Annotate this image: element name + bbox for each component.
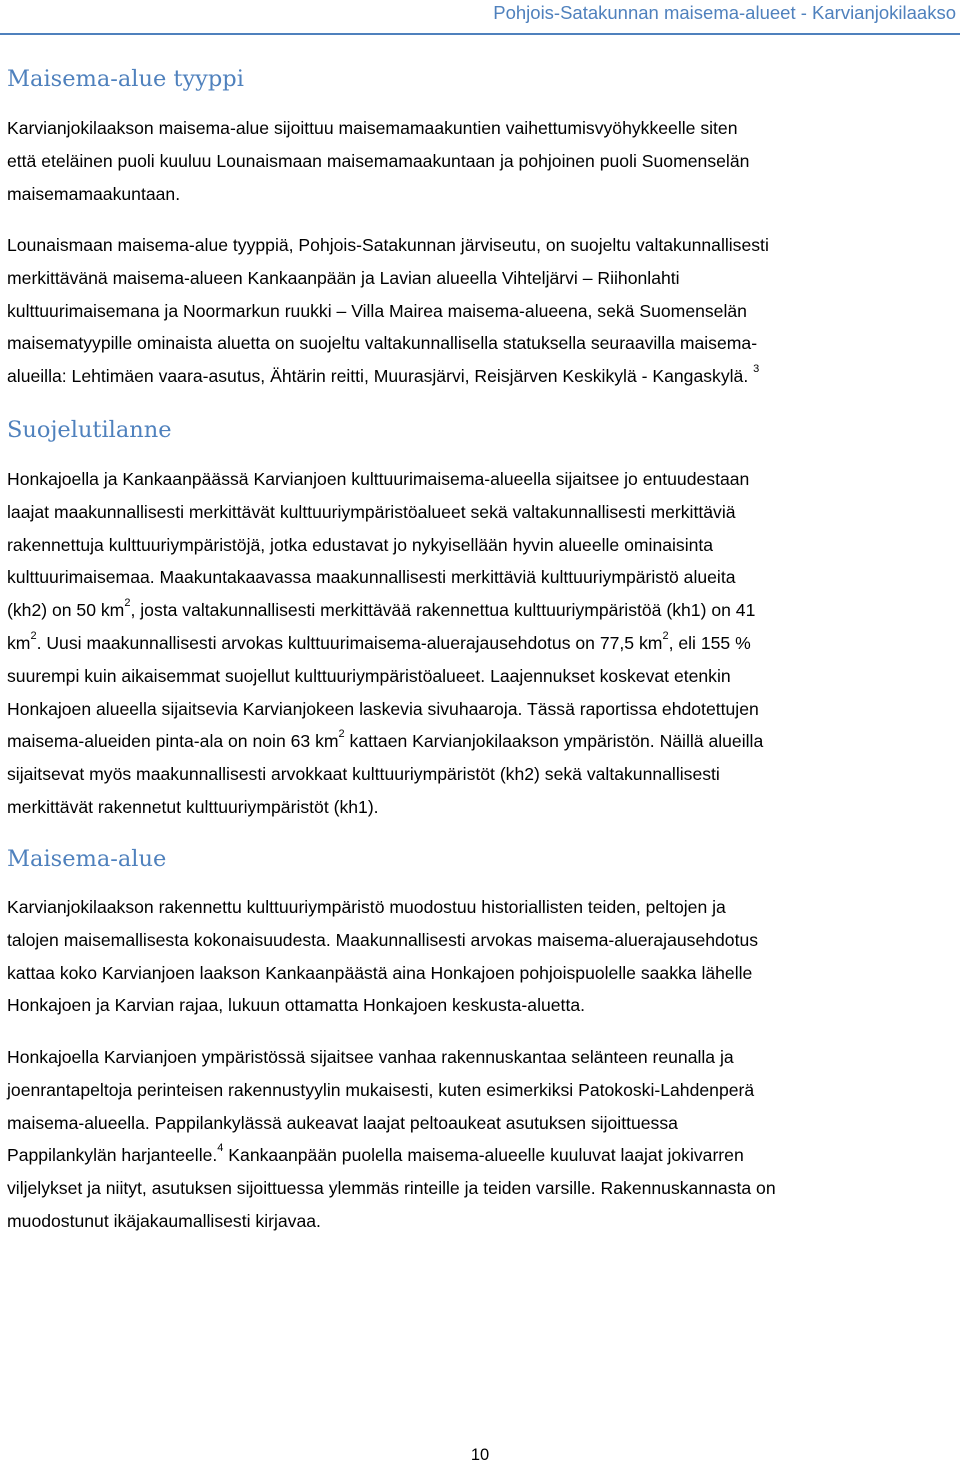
heading-maisema-alue: Maisema-alue bbox=[7, 846, 167, 872]
superscript: 2 bbox=[338, 728, 345, 741]
text-segment: (kh2) on 50 km bbox=[7, 600, 125, 621]
text-segment: . Uusi maakunnallisesti arvokas kulttuurimaisema-aluerajausehdotus on 77,5 km bbox=[36, 632, 663, 653]
text-line: merkittävänä maisema-alueen Kankaanpään ja Lavian alueella Vihteljärvi – Riihonlahti bbox=[7, 267, 680, 288]
text-line: Honkajoen alueella sijaitsevia Karvianjokeen laskevia sivuhaaroja. Tässä raportissa ehdotettujen bbox=[7, 698, 759, 719]
text-line bbox=[7, 725, 955, 758]
text-line: merkittävät rakennetut kulttuuriympäristöt (kh1). bbox=[7, 796, 379, 817]
text-line: suurempi kuin aikaisemmat suojellut kulttuuriympäristöalueet. Laajennukset koskevat etenkin bbox=[7, 665, 731, 686]
text-line: maisemamaakuntaan. bbox=[7, 183, 181, 204]
text-line: kattaa koko Karvianjoen laakson Kankaanpäästä aina Honkajoen pohjoispuolelle saakka lähelle bbox=[7, 962, 753, 983]
paragraph-tyyppi-1 bbox=[7, 112, 955, 210]
text-segment: Pappilankylän harjanteelle. bbox=[7, 1145, 218, 1166]
text-line: muodostunut ikäjakaumallisesti kirjavaa. bbox=[7, 1210, 321, 1231]
text-line: Lounaismaan maisema-alue tyyppiä, Pohjois-Satakunnan järviseutu, on suojeltu valtakunnallisesti bbox=[7, 235, 769, 255]
text-segment: maisema-alueiden pinta-ala on noin 63 km bbox=[7, 731, 339, 752]
footnote-marker: 4 bbox=[217, 1142, 224, 1155]
superscript: 2 bbox=[30, 629, 37, 642]
text-segment: kattaen Karvianjokilaakson ympäristön. Näillä alueilla bbox=[344, 731, 764, 752]
text-line: maisema-alueella. Pappilankylässä aukeavat laajat peltoaukeat asutuksen sijoittuessa bbox=[7, 1112, 678, 1133]
superscript: 2 bbox=[662, 629, 669, 642]
page-number: 10 bbox=[470, 1446, 490, 1464]
running-header-title: Pohjois-Satakunnan maisema-alueet - Karvianjokilaakso bbox=[493, 2, 956, 23]
text-line: Honkajoen ja Karvian rajaa, lukuun ottamatta Honkajoen keskusta-aluetta. bbox=[7, 995, 586, 1016]
header-rule bbox=[0, 33, 960, 35]
text-line: Honkajoella ja Kankaanpäässä Karvianjoen kulttuurimaisema-alueella sijaitsee jo entuudestaan bbox=[7, 469, 750, 489]
text-line bbox=[7, 360, 955, 393]
text-line: Karvianjokilaakson rakennettu kulttuuriympäristö muodostuu historiallisten teiden, peltojen ja bbox=[7, 897, 726, 917]
text-segment: alueilla: Lehtimäen vaara-asutus, Ähtärin reitti, Muurasjärvi, Reisjärven Keskikylä - Kangaskylä. bbox=[7, 366, 749, 387]
heading-suojelutilanne: Suojelutilanne bbox=[7, 417, 172, 443]
text-line: maisematyypille ominaista aluetta on suojeltu valtakunnallisella statuksella seuraavilla maisema- bbox=[7, 333, 758, 354]
text-segment: , josta valtakunnallisesti merkittävää rakennettua kulttuuriympäristöä (kh1) on 41 bbox=[130, 600, 756, 621]
text-line: Honkajoella Karvianjoen ympäristössä sijaitsee vanhaa rakennuskantaa selänteen reunalla ja bbox=[7, 1047, 734, 1067]
text-line bbox=[7, 1139, 955, 1172]
text-line: kulttuurimaisemana ja Noormarkun ruukki – Villa Mairea maisema-alueena, sekä Suomenselän bbox=[7, 300, 747, 321]
text-line: kulttuurimaisemaa. Maakuntakaavassa maakunnallisesti merkittäviä kulttuuriympäristö alueita bbox=[7, 567, 736, 588]
text-line: viljelykset ja niityt, asutuksen sijoittuessa ylemmäs rinteille ja teiden varsille. Rakennuskannasta on bbox=[7, 1178, 776, 1199]
text-line bbox=[7, 627, 955, 660]
heading-maisema-alue-tyyppi: Maisema-alue tyyppi bbox=[7, 66, 244, 92]
text-line: rakennettuja kulttuuriympäristöjä, jotka edustavat jo nykyisellään hyvin alueelle ominaisinta bbox=[7, 534, 714, 555]
text-line: sijaitsevat myös maakunnallisesti arvokkaat kulttuuriympäristöt (kh2) sekä valtakunnallisesti bbox=[7, 764, 720, 785]
paragraph-maisema-2 bbox=[7, 1041, 955, 1238]
paragraph-tyyppi-2 bbox=[7, 229, 955, 393]
superscript: 2 bbox=[124, 597, 131, 610]
text-line bbox=[7, 594, 955, 627]
footnote-marker: 3 bbox=[753, 363, 760, 376]
paragraph-suojelutilanne bbox=[7, 463, 955, 824]
paragraph-maisema-1 bbox=[7, 891, 955, 1022]
text-line: joenrantapeltoja perinteisen rakennustyylin mukaisesti, kuten esimerkiksi Patokoski-Lahdenperä bbox=[7, 1079, 755, 1100]
text-line: että eteläinen puoli kuuluu Lounaismaan maisemamaakuntaan ja pohjoinen puoli Suomenselän bbox=[7, 150, 750, 171]
text-segment: km bbox=[7, 632, 31, 653]
text-segment: Kankaanpään puolella maisema-alueelle kuuluvat laajat jokivarren bbox=[223, 1145, 744, 1166]
text-line: Karvianjokilaakson maisema-alue sijoittuu maisemamaakuntien vaihettumisvyöhykkeelle siten bbox=[7, 118, 738, 138]
text-line: talojen maisemallisesta kokonaisuudesta. Maakunnallisesti arvokas maisema-aluerajausehdotus bbox=[7, 929, 759, 950]
text-segment: , eli 155 % bbox=[668, 632, 751, 653]
text-line: laajat maakunnallisesti merkittävät kulttuuriympäristöalueet sekä valtakunnallisesti merkittäviä bbox=[7, 501, 736, 522]
